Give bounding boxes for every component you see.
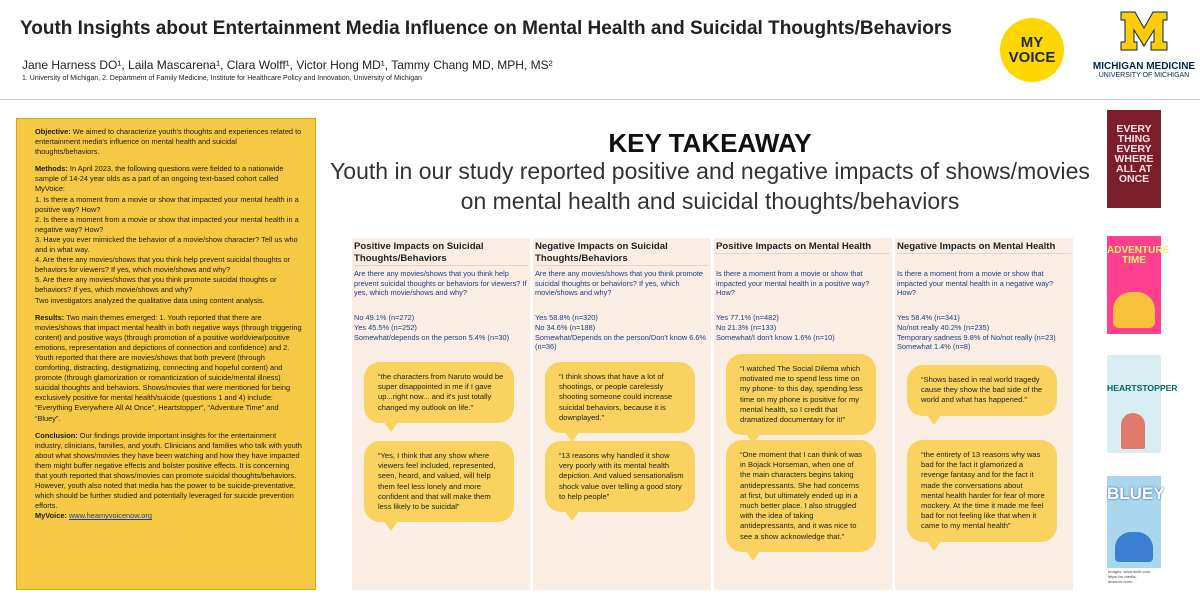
stat-line: Somewhat/I don't know 1.6% (n=10) xyxy=(716,332,835,342)
michigan-medicine-logo xyxy=(1088,10,1200,92)
column-question: Is there a moment from a movie or show that impacted your mental health in a positive way? How? xyxy=(716,269,870,298)
myvoice-website-link[interactable]: www.heamyvoicenow.org xyxy=(68,511,152,521)
character-figure-icon xyxy=(1121,413,1145,449)
quote-bubble: “13 reasons why handled it show very poorly with its mental health depiction. And valued sensationalism shock value over telling a good story to help people” xyxy=(545,441,695,512)
stat-line: Somewhat/Depends on the person/Don't know 6.6% (n=36) xyxy=(535,332,707,352)
bluey-dog-icon xyxy=(1115,532,1153,562)
stat-line: Somewhat/depends on the person 5.4% (n=30) xyxy=(354,332,510,342)
column-negative-suicidal xyxy=(533,238,711,590)
methods-label: Methods: xyxy=(35,164,68,174)
poster-everything-everywhere xyxy=(1107,110,1161,208)
conclusion-label: Conclusion: xyxy=(35,430,78,440)
methods-item: 1. Is there a moment from a movie or show that impacted your mental health in a positive way? How? xyxy=(35,194,299,214)
poster-heartstopper xyxy=(1107,355,1178,453)
quote-bubble: “I watched The Social Dilema which motivated me to spend less time on my phone- to this day, spending less time on my phone is positive for my mental health, so I credit that dramatized documentary for it!” xyxy=(726,354,876,435)
quote-bubble: “Yes, I think that any show where viewers feel included, represented, seen, heard, and valued, will help them feel less lonely and more confident and that will make them less likely to be suicidal” xyxy=(364,441,514,522)
methods-item: 3. Have you ever mimicked the behavior of a movie/show character? Tell us who and in what way. xyxy=(35,234,298,255)
column-stats xyxy=(897,313,1071,352)
stat-line: Yes 58.4% (n=341) xyxy=(897,313,960,322)
stat-line: Yes 45.5% (n=252) xyxy=(354,322,417,332)
column-heading: Negative Impacts on Mental Health xyxy=(897,241,1071,254)
stat-line: No 49.1% (n=272) xyxy=(354,313,415,322)
quote-bubble: “I think shows that have a lot of shootings, or people carelessly shooting someone could increase suicidal behaviors, because it is downplayed.” xyxy=(545,362,695,433)
column-heading: Negative Impacts on Suicidal Thoughts/Behaviors xyxy=(535,241,709,266)
myvoice-logo xyxy=(1000,18,1064,82)
jake-character-icon xyxy=(1113,292,1155,328)
methods-item: 5. Are there any movies/shows that you think promote suicidal thoughts or behaviors? If yes, which movie/shows and why? xyxy=(35,275,277,295)
myvoice-logo-line1: MY xyxy=(1020,34,1044,51)
column-heading: Positive Impacts on Suicidal Thoughts/Behaviors xyxy=(354,241,528,266)
column-heading: Positive Impacts on Mental Health xyxy=(716,241,890,254)
myvoice-label: MyVoice: xyxy=(35,511,67,521)
poster-title-text: ADVENTURE TIME xyxy=(1107,245,1170,266)
column-question: Is there a moment from a movie or show that impacted your mental health in a negative way? How? xyxy=(897,269,1054,298)
column-positive-suicidal xyxy=(352,238,530,590)
results-text: Two main themes emerged: 1. Youth reported that there are movies/shows that impact mental health in both negative ways (through triggering content) and positive ways (through promotion of a positive worldview/positive emotions, representation and depictions of connection and confidence) and 2. Youth reported that there are movies/shows that both prevent (through comforting, distracting, destigmatizing, connecting and hopeful content) and promote (through glamorization or romanticization of suicide/mental illness) suicidal thoughts and behaviors. Shows/movies that were mentioned for being exclusively positive for mental health/suicide (questions 1 and 4) include: “Everything Everywhere All At Once”, Heartstopper”, “Adventure Time” and “Bluey”. xyxy=(35,312,302,423)
column-negative-mental-health xyxy=(895,238,1073,590)
objective-section xyxy=(35,127,303,157)
poster-title-text: BLUEY xyxy=(1107,484,1165,503)
poster-title-text: HEARTSTOPPER xyxy=(1107,383,1178,393)
methods-text: In April 2023, the following questions were fielded to a nationwide sample of 14-24 year olds as a part of an ongoing text-based cohort called MyVoice: xyxy=(35,164,284,194)
theme-columns xyxy=(352,238,1082,590)
university-of-michigan-wordmark: UNIVERSITY OF MICHIGAN xyxy=(1098,72,1190,79)
poster-bluey xyxy=(1107,476,1165,568)
column-stats xyxy=(716,313,890,342)
stat-line: No 21.3% (n=133) xyxy=(716,322,777,332)
column-stats xyxy=(354,313,528,342)
methods-item: 4. Are there any movies/shows that you think help prevent suicidal thoughts or behaviors for viewers? If yes, which movie/shows and why? xyxy=(35,255,291,275)
header-divider xyxy=(0,99,1200,100)
michigan-medicine-wordmark: MICHIGAN MEDICINE xyxy=(1092,61,1196,72)
summary-panel xyxy=(16,118,316,590)
affiliations: 1. University of Michigan, 2. Department of Family Medicine, Institute for Healthcare Policy and Innovation, University of Michigan xyxy=(22,75,422,82)
objective-text: We aimed to characterize youth's thoughts and experiences related to entertainment media's influence on mental health and suicidal thoughts/behaviors. xyxy=(35,127,302,157)
column-stats xyxy=(535,313,709,352)
poster-title: Youth Insights about Entertainment Media Influence on Mental Health and Suicidal Thoughts/Behaviors xyxy=(20,18,952,39)
quote-bubble: “Shows based in real world tragedy cause they show the bad side of the world and what has happened.” xyxy=(907,365,1057,416)
methods-section xyxy=(35,164,303,305)
myvoice-logo-line2: VOICE xyxy=(1008,49,1056,66)
stat-line: Yes 58.8% (n=320) xyxy=(535,313,598,322)
methods-item: 2. Is there a moment from a movie or show that impacted your mental health in a negative way? How? xyxy=(35,214,299,234)
objective-label: Objective: xyxy=(35,127,71,136)
quote-bubble: “the entirety of 13 reasons why was bad for the fact it glamorized a revenge fantasy and for the fact it made the conversations about mental health harder for fear of more mockery. At the time it made me feel bad for not feeling like that when it came to my mental health” xyxy=(907,440,1057,542)
block-m-icon xyxy=(1119,10,1169,52)
column-question: Are there any movies/shows that you think help prevent suicidal thoughts or behaviors for viewers? If yes, which movie/shows and why? xyxy=(354,269,527,298)
stat-line: Yes 77.1% (n=482) xyxy=(716,313,779,322)
results-section xyxy=(35,313,303,424)
stat-line: Somewhat 1.4% (n=8) xyxy=(897,342,971,352)
poster-header xyxy=(0,0,1200,100)
methods-item: Two investigators analyzed the qualitative data using content analysis. xyxy=(35,295,265,305)
quote-bubble: “the characters from Naruto would be super disappointed in me if I gave up...right now... and it's just totally changed my outlook on life.” xyxy=(364,362,514,423)
quote-bubble: “One moment that I can think of was in Bojack Horseman, when one of the main characters begins taking antidepressants. She had concerns at first, but ultimately ended up in a much better place. I also struggled with the idea of taking antidepressants, and it was nice to see a show acknowledge that.” xyxy=(726,440,876,552)
stat-line: No 34.6% (n=188) xyxy=(535,322,596,332)
key-takeaway-statement: Youth in our study reported positive and negative impacts of shows/movies on mental health and suicidal thoughts/behaviors xyxy=(330,158,1090,214)
results-label: Results: xyxy=(35,312,65,322)
column-question: Are there any movies/shows that you think promote suicidal thoughts or behaviors? If yes, which movie/shows and why? xyxy=(535,269,704,298)
conclusion-text: Our findings provide important insights for the entertainment industry, clinicians, families, and youth. Clinicians and families who talk with youth about what shows/movies they have been watching and how they have impacted them might buffer negative effects and bolster positive effects. It is concerning that youth reported that shows/movies can promote suicidal thoughts/behaviors. However, youth also noted that media has the power to be suicide-preventative, which should be further studied and potentially leveraged for suicide prevention efforts. xyxy=(35,430,302,511)
image-credit-caption: Images: www.imdb.com; https://m.media-amazon.com/... xyxy=(1108,569,1152,584)
author-list: Jane Harness DO¹, Laila Mascarena¹, Clara Wolff¹, Victor Hong MD¹, Tammy Chang MD, MPH, MS² xyxy=(22,58,553,72)
key-takeaway-heading: KEY TAKEAWAY xyxy=(608,128,812,158)
stat-line: Temporary sadness 9.8% of No/not really (n=23) xyxy=(897,332,1056,342)
poster-title-text: EVERY THING EVERY WHERE ALL AT ONCE xyxy=(1114,123,1154,185)
stat-line: No/not really 40.2% (n=235) xyxy=(897,322,990,332)
poster-adventure-time xyxy=(1107,236,1170,334)
conclusion-section xyxy=(35,431,303,522)
column-positive-mental-health xyxy=(714,238,892,590)
